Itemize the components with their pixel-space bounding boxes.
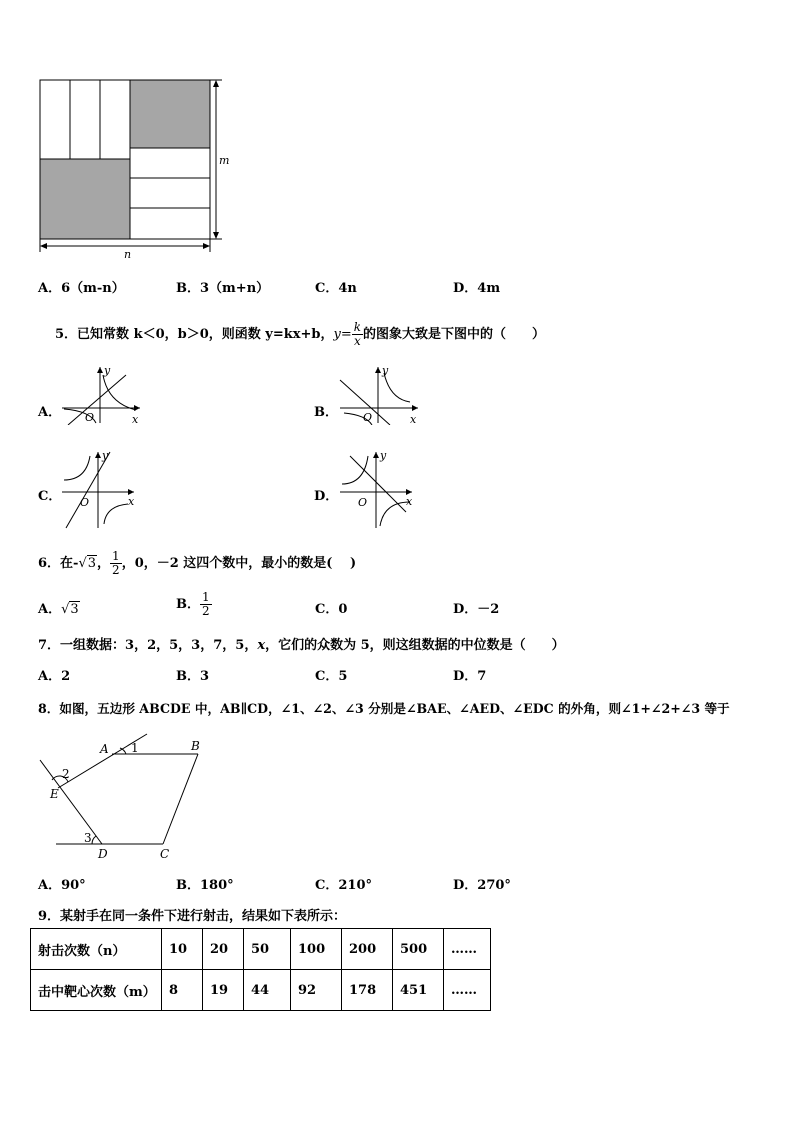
q6-option-d[interactable]: D．－2 bbox=[453, 602, 500, 617]
table-cell: 50 bbox=[244, 929, 291, 970]
q6-option-b[interactable]: B． $\frac{1}{2}$ bbox=[176, 590, 210, 618]
svg-text:x: x bbox=[132, 413, 139, 425]
table-cell: 射击次数（n） bbox=[31, 929, 162, 970]
label-n: n bbox=[124, 248, 132, 261]
shaded-square-bottom bbox=[40, 159, 130, 239]
q4-option-b[interactable]: B．3（m+n） bbox=[176, 281, 270, 296]
table-cell: 20 bbox=[203, 929, 244, 970]
q7-option-a[interactable]: A．2 bbox=[38, 669, 71, 684]
table-cell: …… bbox=[444, 929, 491, 970]
q5-option-b-label[interactable]: B． bbox=[314, 405, 338, 420]
svg-text:y: y bbox=[102, 450, 109, 462]
svg-text:O: O bbox=[363, 411, 373, 424]
q5-stem: 5．已知常数 k＜0，b＞0，则函数 y=kx+b，y= $\frac{k}{x}$ 的图象大致是下图中的（ ） bbox=[55, 320, 546, 348]
table-cell: 178 bbox=[342, 970, 393, 1011]
svg-text:A: A bbox=[100, 742, 109, 756]
q9-stem: 9．某射手在同一条件下进行射击，结果如下表所示： bbox=[38, 909, 347, 924]
svg-text:C: C bbox=[160, 847, 170, 861]
svg-text:D: D bbox=[98, 847, 108, 861]
table-cell: 200 bbox=[342, 929, 393, 970]
q8-option-d[interactable]: D．270° bbox=[453, 878, 511, 893]
q4-option-a[interactable]: A．6（m-n） bbox=[38, 281, 125, 296]
svg-text:x: x bbox=[128, 495, 135, 508]
q4-rectangle-figure bbox=[30, 70, 240, 265]
q8-stem: 8．如图，五边形 ABCDE 中，AB∥CD，∠1、∠2、∠3 分别是∠BAE、∠AED、∠EDC 的外角，则∠1+∠2+∠3 等于 bbox=[38, 701, 730, 716]
q7-option-c[interactable]: C．5 bbox=[315, 669, 348, 684]
table-row bbox=[31, 970, 491, 1011]
svg-text:B: B bbox=[191, 739, 200, 753]
q5-option-c-label[interactable]: C． bbox=[38, 489, 62, 504]
svg-text:y: y bbox=[104, 365, 111, 377]
q4-option-c[interactable]: C．4n bbox=[315, 281, 357, 296]
table-cell: 500 bbox=[393, 929, 444, 970]
table-cell: 100 bbox=[291, 929, 342, 970]
q7-option-d[interactable]: D．7 bbox=[453, 669, 487, 684]
table-cell: 451 bbox=[393, 970, 444, 1011]
shaded-square-top bbox=[130, 80, 210, 148]
svg-text:x: x bbox=[406, 495, 413, 508]
svg-text:O: O bbox=[80, 496, 90, 509]
q5-graph-d bbox=[338, 450, 420, 530]
q5-graph-c bbox=[60, 450, 142, 530]
q8-option-a[interactable]: A．90° bbox=[38, 878, 86, 893]
table-cell: 8 bbox=[162, 970, 203, 1011]
q7-option-b[interactable]: B．3 bbox=[176, 669, 210, 684]
q7-stem: 7．一组数据：3，2，5，3，7，5，x，它们的众数为 5，则这组数据的中位数是（ ） bbox=[38, 638, 565, 653]
label-m: m bbox=[219, 154, 230, 167]
q8-option-b[interactable]: B．180° bbox=[176, 878, 234, 893]
svg-text:y: y bbox=[380, 450, 387, 462]
q8-pentagon-figure bbox=[30, 730, 230, 865]
q9-results-table bbox=[30, 928, 491, 1011]
svg-text:E: E bbox=[50, 787, 59, 801]
svg-text:3: 3 bbox=[84, 831, 92, 845]
table-cell: 44 bbox=[244, 970, 291, 1011]
svg-text:2: 2 bbox=[62, 767, 70, 781]
table-cell: 击中靶心次数（m） bbox=[31, 970, 162, 1011]
q6-stem: 6．在-√3， $\frac{1}{2}$ ，0，－2 这四个数中，最小的数是( ) bbox=[38, 549, 357, 577]
q5-option-d-label[interactable]: D． bbox=[314, 489, 339, 504]
table-cell: 92 bbox=[291, 970, 342, 1011]
q4-option-d[interactable]: D．4m bbox=[453, 281, 501, 296]
svg-text:O: O bbox=[358, 496, 368, 509]
q5-option-a-label[interactable]: A． bbox=[38, 405, 62, 420]
svg-text:1: 1 bbox=[131, 741, 139, 755]
q8-option-c[interactable]: C．210° bbox=[315, 878, 372, 893]
svg-text:y: y bbox=[382, 365, 389, 377]
table-cell: …… bbox=[444, 970, 491, 1011]
table-row bbox=[31, 929, 491, 970]
svg-text:O: O bbox=[85, 411, 95, 424]
q5-graph-b bbox=[338, 365, 420, 425]
table-cell: 19 bbox=[203, 970, 244, 1011]
table-cell: 10 bbox=[162, 929, 203, 970]
q5-graph-a bbox=[60, 365, 142, 425]
svg-text:x: x bbox=[410, 413, 417, 425]
q6-option-a[interactable]: A．√3 bbox=[38, 602, 79, 617]
q6-option-c[interactable]: C．0 bbox=[315, 602, 348, 617]
